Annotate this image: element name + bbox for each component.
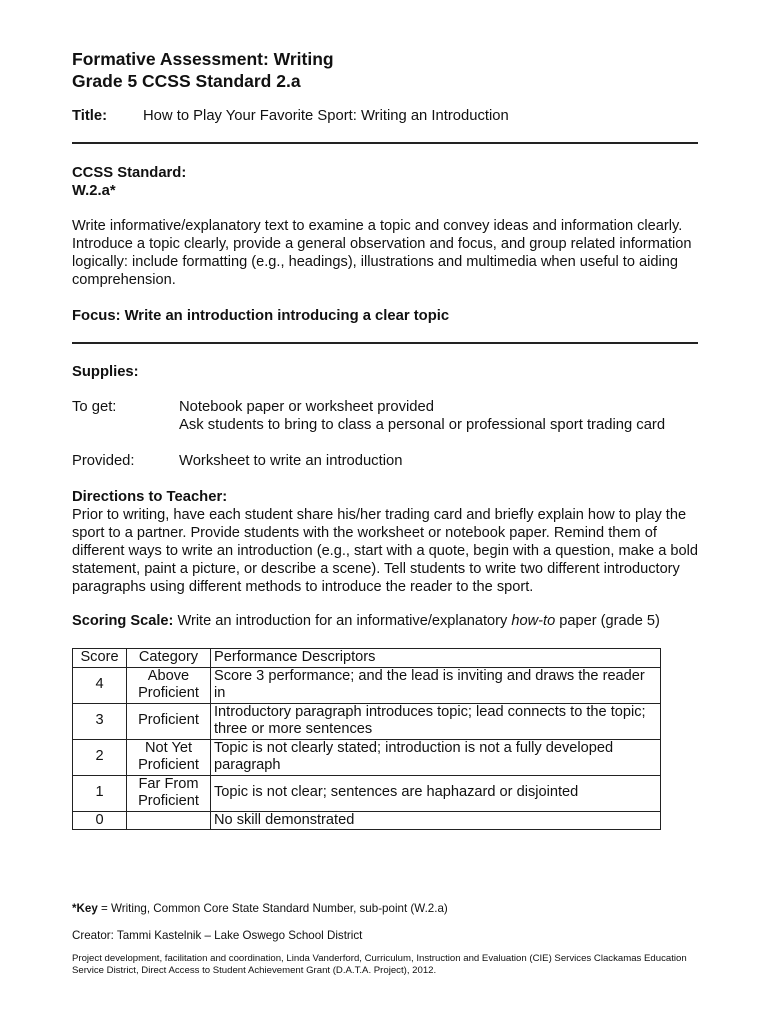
scoring-scale-text: Write an introduction for an informative/explanatory xyxy=(173,613,512,629)
header-cell-category: Category xyxy=(127,649,211,668)
score-cell: 1 xyxy=(73,775,127,811)
to-get-item: Notebook paper or worksheet provided xyxy=(179,399,434,415)
supplies-heading: Supplies: xyxy=(72,364,139,380)
header-cell-score: Score xyxy=(73,649,127,668)
score-cell: 0 xyxy=(73,811,127,830)
to-get-label: To get: xyxy=(72,399,117,415)
table-row xyxy=(73,739,661,775)
document-subtitle: Grade 5 CCSS Standard 2.a xyxy=(72,71,301,91)
descriptor-cell: Topic is not clear; sentences are haphazard or disjointed xyxy=(211,775,661,811)
table-row xyxy=(73,775,661,811)
header-cell-descriptors: Performance Descriptors xyxy=(211,649,661,668)
key-note xyxy=(72,902,448,916)
scoring-table xyxy=(72,648,661,830)
scoring-scale-line xyxy=(72,612,660,630)
score-cell: 4 xyxy=(73,667,127,703)
category-cell: Not Yet Proficient xyxy=(127,739,211,775)
score-cell: 2 xyxy=(73,739,127,775)
provided-label: Provided: xyxy=(72,453,135,469)
divider xyxy=(72,342,698,344)
category-cell: Far From Proficient xyxy=(127,775,211,811)
descriptor-cell: Score 3 performance; and the lead is inviting and draws the reader in xyxy=(211,667,661,703)
title-label: Title: xyxy=(72,108,108,124)
score-cell: 3 xyxy=(73,703,127,739)
divider xyxy=(72,142,698,144)
table-row xyxy=(73,703,661,739)
descriptor-cell: Introductory paragraph introduces topic; lead connects to the topic; three or more sentences xyxy=(211,703,661,739)
to-get-item: Ask students to bring to class a personal or professional sport trading card xyxy=(179,417,666,433)
table-header-row xyxy=(73,649,661,668)
scoring-scale-label: Scoring Scale: xyxy=(72,613,174,629)
descriptor-cell: No skill demonstrated xyxy=(211,811,661,830)
document-title: Formative Assessment: Writing xyxy=(72,49,334,69)
descriptor-cell: Topic is not clearly stated; introduction is not a fully developed paragraph xyxy=(211,739,661,775)
directions-heading: Directions to Teacher: xyxy=(72,489,228,505)
title-value: How to Play Your Favorite Sport: Writing an Introduction xyxy=(143,108,509,124)
table-row xyxy=(73,667,661,703)
category-cell xyxy=(127,811,211,830)
directions-text: Prior to writing, have each student share his/her trading card and briefly explain how to play the sport to a partner. Provide students with the worksheet or notebook paper. Remind them of different ways to write an introduction (e.g., start with a quote, begin with a question, make a bold statement, paint a picture, or describe a scene). Tell students to write two different introductory paragraphs using different methods to introduce the reader to the sport. xyxy=(72,507,698,595)
provided-value: Worksheet to write an introduction xyxy=(179,453,403,469)
scoring-scale-text-end: paper (grade 5) xyxy=(555,613,660,629)
scoring-scale-italic: how-to xyxy=(511,613,556,629)
creator-line: Creator: Tammi Kastelnik – Lake Oswego School District xyxy=(72,929,363,942)
standard-text: Write informative/explanatory text to examine a topic and convey ideas and information clearly. Introduce a topic clearly, provide a general observation and focus, and group related information logically: include formatting (e.g., headings), illustrations and multimedia when useful to aiding comprehension. xyxy=(72,218,692,288)
key-text: = Writing, Common Core State Standard Number, sub-point (W.2.a) xyxy=(97,902,448,915)
table-row xyxy=(73,811,661,830)
category-cell: Proficient xyxy=(127,703,211,739)
standard-code: W.2.a* xyxy=(72,183,116,199)
category-cell: Above Proficient xyxy=(127,667,211,703)
standard-heading: CCSS Standard: xyxy=(72,165,187,181)
focus-statement: Focus: Write an introduction introducing a clear topic xyxy=(72,308,450,324)
credits-text: Project development, facilitation and coordination, Linda Vanderford, Curriculum, Instruction and Evaluation (CIE) Services Clackamas Education Service District, Direct Access to Student Achievement Grant (D.A.T.A. Project), 2012. xyxy=(72,953,687,976)
key-label: *Key xyxy=(72,902,98,915)
